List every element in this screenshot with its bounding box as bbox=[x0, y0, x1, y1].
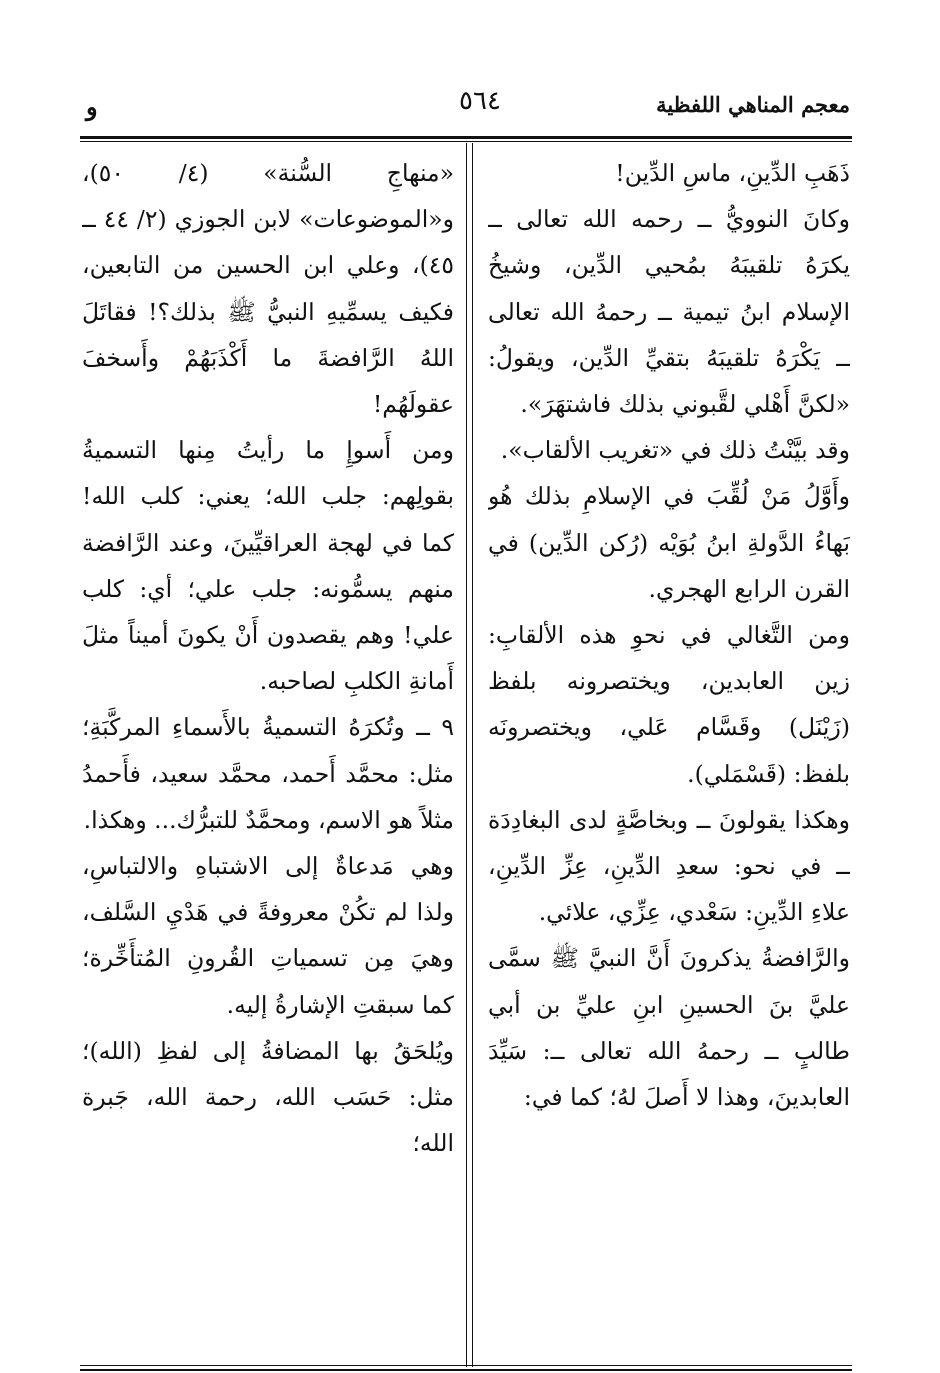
left-column bbox=[82, 150, 454, 1361]
header-rule-thick bbox=[80, 136, 852, 139]
column-divider-line bbox=[472, 143, 473, 1367]
paragraph: وهي مَدعاةٌ إلى الاشتباهِ والالتباسِ، ولذا لم تكُنْ معروفةً في هَدْيِ السَّلف، وهيَ مِن تسمياتِ القُرونِ المُتأَخِّرة؛ كما سبقتِ الإشارةُ إليه. bbox=[82, 852, 454, 1019]
paragraph: ذَهَبِ الدِّينِ، ماسِ الدِّين! bbox=[615, 159, 850, 187]
section-letter: و bbox=[86, 92, 98, 121]
paragraph: ويُلحَقُ بها المضافةُ إلى لفظِ (الله)؛ مثل: حَسَب الله، رحمة الله، جَبرة الله؛ bbox=[82, 1036, 454, 1158]
column-divider-line bbox=[466, 143, 467, 1367]
paragraph: وأَوَّلُ مَنْ لُقِّبَ في الإسلامِ بذلك هُو بَهاءُ الدَّولةِ ابنُ بُوَيْه (رُكن الدِّين) في القرن الرابع الهجري. bbox=[488, 482, 850, 603]
paragraph: ومن التَّغالي في نحوِ هذه الألقابِ: زين العابدين، ويختصرونه بلفظ (زَيْنَل) وقَسَّام عَلي، ويختصرونَه بلفظ: (قَسْمَلي). bbox=[488, 621, 850, 788]
running-title: معجم المناهي اللفظية bbox=[656, 92, 850, 117]
paragraph: وقد بيَّنْتُ ذلك في «تغريب الألقاب». bbox=[500, 436, 850, 465]
footer-rule-thick bbox=[80, 1369, 852, 1371]
paragraph: وكانَ النوويُّ ــ رحمه الله تعالى ــ يكرَهُ تلقيبَهُ بمُحيي الدِّين، وشيخُ الإسلام ابنُ تيمية ــ رحمهُ الله تعالى ــ يَكْرَهُ تلقيبَهُ بتقيِّ الدِّين، ويقولُ: «لكنَّ أَهْلي لقَّبوني بذلك فاشتهَرَ». bbox=[488, 205, 850, 419]
page-number: ٥٦٤ bbox=[459, 86, 501, 116]
paragraph: «منهاجِ السُّنة» (٤/ ٥٠)، و«الموضوعات» لابن الجوزي (٢/ ٤٤ ــ ٤٥)، وعلي ابن الحسين من التابعين، فكيف يسمِّيهِ النبيُّ ﷺ بذلك؟! فقاتَلَ اللهُ الرَّافضةَ ما أَكْذَبَهُمْ وأَسخفَ عقولَهُم! bbox=[82, 159, 454, 419]
paragraph: ومن أَسوإِ ما رأيتُ مِنها التسميةُ بقولِهم: جلب الله؛ يعني: كلب الله! كما في لهجة العراقيِّينَ، وعند الرَّافضة منهم يسمُّونه: جلب علي؛ أي: كلب علي! وهم يقصدون أَنْ يكونَ أميناً مثلَ أَمانةِ الكلبِ لصاحبه. bbox=[82, 436, 454, 696]
paragraph: ٩ ــ وتُكرَهُ التسميةُ بالأَسماءِ المركَّبَةِ؛ مثل: محمَّد أَحمد، محمَّد سعيد، فأَحمدُ مثلاً هو الاسم، ومحمَّدٌ للتبرُّك... وهكذا. bbox=[82, 713, 454, 834]
paragraph: والرَّافضةُ يذكرونَ أَنَّ النبيَّ ﷺ سمَّى عليَّ بنَ الحسينِ ابنِ عليِّ بن أبي طالبٍ ــ رحمهُ الله تعالى ــ: سَيِّدَ العابدينَ، وهذا لا أَصلَ لهُ؛ كما في: bbox=[488, 944, 850, 1112]
right-column bbox=[488, 150, 850, 1361]
footer-rule-thin bbox=[80, 1365, 852, 1366]
paragraph: وهكذا يقولونَ ــ وبخاصَّةٍ لدى البغادِدَة ــ في نحو: سعدِ الدِّينِ، عِزِّ الدِّينِ، علاءِ الدِّينِ: سَعْدي، عِزِّي، علائي. bbox=[488, 805, 850, 927]
header-rule-thin bbox=[80, 141, 852, 142]
page-header bbox=[80, 86, 850, 134]
